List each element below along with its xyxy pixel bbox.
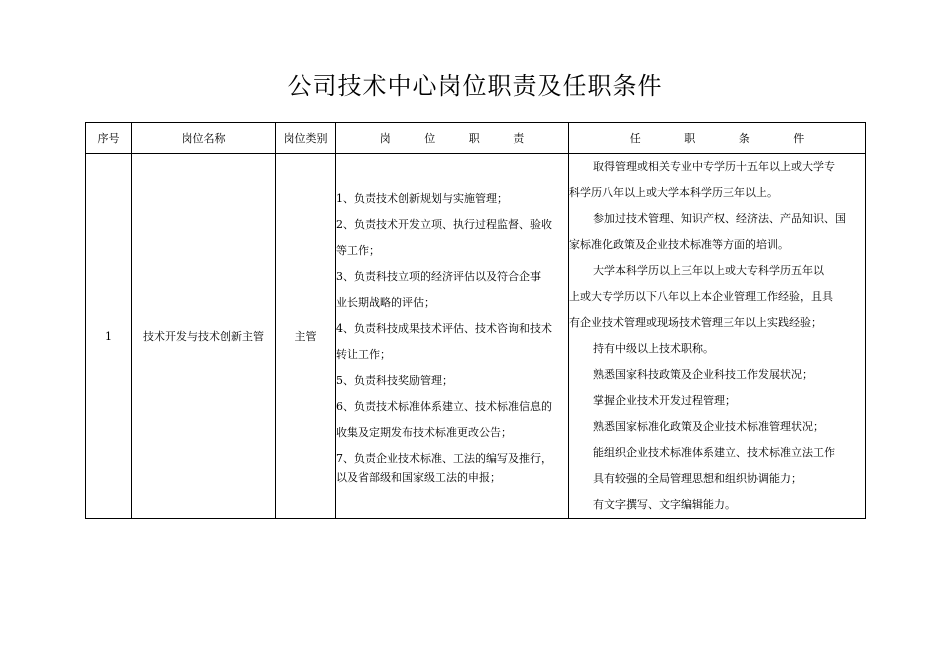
requirement-line: 有企业技术管理或现场技术管理三年以上实践经验； bbox=[569, 316, 822, 329]
position-duties-table bbox=[85, 122, 866, 519]
cell-requirements bbox=[569, 154, 866, 519]
header-duties: 岗 位 职 责 bbox=[336, 123, 569, 154]
requirement-line: 大学本科学历以上三年以上或大专科学历五年以 bbox=[593, 264, 824, 277]
duty-line: 1、负责技术创新规划与实施管理； bbox=[336, 191, 508, 205]
header-requirements: 任 职 条 件 bbox=[569, 123, 866, 154]
duty-line: 转让工作； bbox=[336, 347, 391, 361]
requirement-line: 熟悉国家标准化政策及企业技术标准管理状况； bbox=[593, 420, 824, 433]
duty-line: 等工作； bbox=[336, 243, 380, 257]
duty-line: 4、负责科技成果技术评估、技术咨询和技术 bbox=[336, 321, 552, 335]
page-title: 公司技术中心岗位职责及任职条件 bbox=[287, 72, 663, 100]
header-seq: 序号 bbox=[86, 123, 132, 154]
duty-line: 3、负责科技立项的经济评估以及符合企事 bbox=[336, 269, 541, 283]
cell-duties bbox=[336, 154, 569, 519]
table-row bbox=[86, 154, 866, 519]
duty-line: 7、负责企业技术标准、工法的编写及推行， bbox=[336, 451, 552, 465]
duty-line: 收集及定期发布技术标准更改公告； bbox=[336, 425, 512, 439]
duty-line: 2、负责技术开发立项、执行过程监督、验收 bbox=[336, 217, 552, 231]
requirement-line: 上或大专学历以下八年以上本企业管理工作经验，且具 bbox=[569, 290, 833, 303]
requirement-line: 有文字撰写、文字编辑能力。 bbox=[593, 498, 736, 511]
cell-position-name: 技术开发与技术创新主管 bbox=[132, 154, 276, 519]
duty-line: 业长期战略的评估； bbox=[336, 295, 435, 309]
requirement-line: 取得管理或相关专业中专学历十五年以上或大学专 bbox=[593, 160, 835, 173]
requirement-line: 掌握企业技术开发过程管理； bbox=[593, 394, 736, 407]
cell-position-type: 主管 bbox=[276, 154, 336, 519]
header-position-name: 岗位名称 bbox=[132, 123, 276, 154]
requirement-line: 持有中级以上技术职称。 bbox=[593, 342, 714, 355]
requirement-line: 能组织企业技术标准体系建立、技术标准立法工作 bbox=[593, 446, 835, 459]
requirement-line: 科学历八年以上或大学本科学历三年以上。 bbox=[569, 186, 778, 199]
requirement-line: 熟悉国家科技政策及企业科技工作发展状况； bbox=[593, 368, 813, 381]
table-header-row bbox=[86, 123, 866, 154]
duty-line: 6、负责技术标准体系建立、技术标准信息的 bbox=[336, 399, 552, 413]
requirement-line: 家标准化政策及企业技术标准等方面的培训。 bbox=[569, 238, 789, 251]
header-position-type: 岗位类别 bbox=[276, 123, 336, 154]
duty-line: 以及省部级和国家级工法的申报； bbox=[336, 470, 501, 484]
cell-seq: 1 bbox=[86, 154, 132, 519]
duty-line: 5、负责科技奖励管理； bbox=[336, 373, 453, 387]
requirement-line: 具有较强的全局管理思想和组织协调能力； bbox=[593, 472, 802, 485]
requirement-line: 参加过技术管理、知识产权、经济法、产品知识、国 bbox=[593, 212, 846, 225]
